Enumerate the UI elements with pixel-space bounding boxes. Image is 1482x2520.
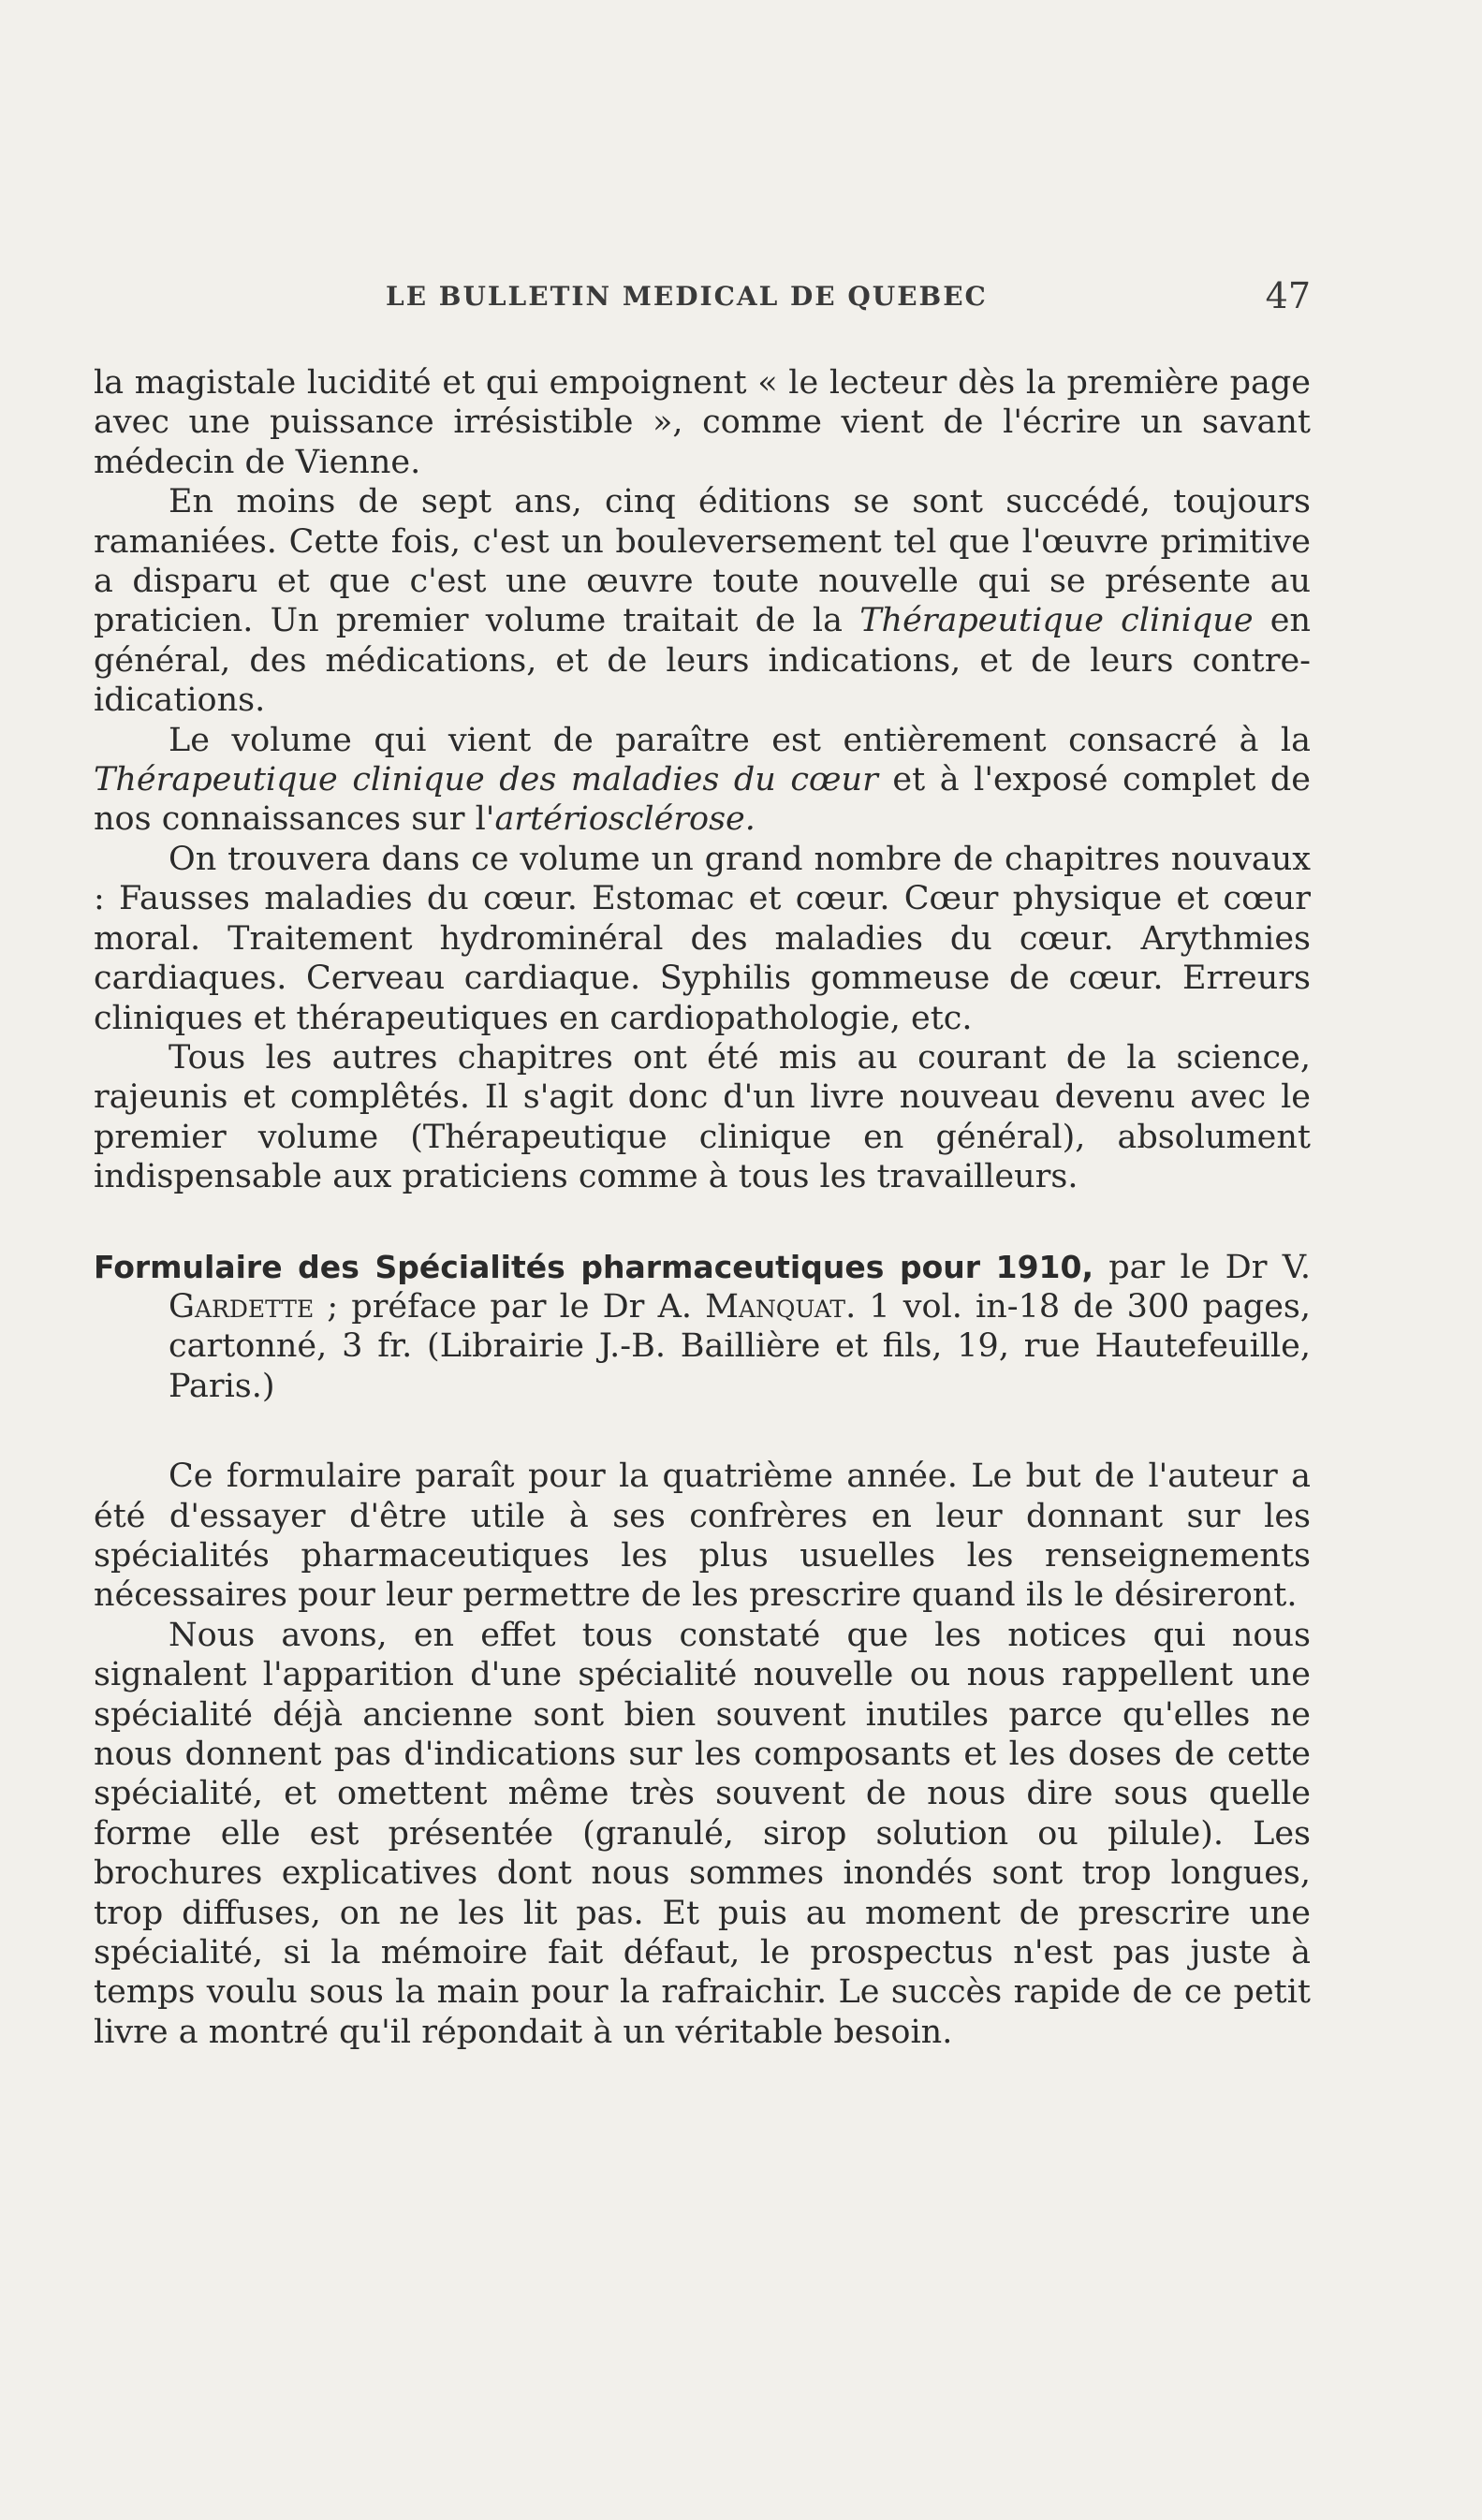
paragraph-text: et à l'exposé complet de nos connaissances sur l' — [94, 761, 1312, 839]
running-head: LE BULLETIN MEDICAL DE QUEBEC — [386, 281, 988, 312]
paragraph-continuation: la magistale lucidité et qui empoignent « le lecteur dès la première page avec une puissance irrésistible », comme vient de l'écrire un savant médecin de Vienne. — [94, 364, 1311, 481]
paragraph-formulaire: Ce formulaire paraît pour la quatrième année. Le but de l'auteur a été d'essayer d'être utile à ses confrères en leur donnant sur les spécialités pharmaceutiques les plus usuelles les renseignements nécessaires pour leur permettre de les prescrire quand ils le désireront. — [94, 1458, 1311, 1615]
paragraph-other-chapters: Tous les autres chapitres ont été mis au courant de la science, rajeunis et complêtés. Il s'agit donc d'un livre nouveau devenu avec le premier volume (Thérapeutique clinique en général), absolument indispensable aux praticiens comme à tous les travailleurs. — [94, 1038, 1311, 1196]
entry-title: Formulaire des Spécialités pharmaceutiques pour 1910, — [94, 1248, 1094, 1285]
italic-term: Thérapeutique clinique des maladies du cœur — [94, 761, 878, 799]
entry-text: ; préface par le Dr A. — [314, 1287, 706, 1326]
bibliographic-entry — [94, 1248, 1311, 1407]
entry-author: Gardette — [169, 1287, 315, 1326]
page-number: 47 — [1265, 275, 1311, 316]
paragraph-volume — [94, 721, 1311, 840]
paragraph-editions — [94, 482, 1311, 720]
paragraph-chapters: On trouvera dans ce volume un grand nombre de chapitres nouvaux : Fausses maladies du cœur. Estomac et cœur. Cœur physique et cœur moral. Traitement hydrominéral des maladies du cœur. Arythmies cardiaques. Cerveau cardiaque. Syphilis gommeuse de cœur. Erreurs cliniques et thérapeutiques en cardiopathologie, etc. — [94, 840, 1311, 1037]
body-text — [94, 363, 1311, 2052]
paragraph-notices: Nous avons, en effet tous constaté que les notices qui nous signalent l'apparition d'une spécialité nouvelle ou nous rappellent une spécialité déjà ancienne sont bien souvent inutiles parce qu'elles ne nous donnent pas d'indications sur les composants et les doses de cette spécialité, et omettent même très souvent de nous dire sous quelle forme elle est présentée (granulé, sirop solution ou pilule). Les brochures explicatives dont nous sommes inondés sont trop longues, trop diffuses, on ne les lit pas. Et puis au moment de prescrire une spécialité, si la mémoire fait défaut, le prospectus n'est pas juste à temps voulu sous la main pour la rafraichir. Le succès rapide de ce petit livre a montré qu'il répondait à un véritable besoin. — [94, 1616, 1311, 2051]
paragraph-text: en général, des médications, et de leurs indications, et de leurs contre-idications. — [94, 602, 1311, 720]
entry-details: . 1 vol. in-18 de 300 pages, cartonné, 3 fr. (Librairie J.-B. Baillière et fils, 19, rue Hautefeuille, Paris.) — [169, 1287, 1311, 1405]
italic-term: Thérapeutique clinique — [859, 602, 1254, 640]
entry-text: par le Dr V. — [1093, 1248, 1311, 1286]
entry-preface-author: Manquat — [705, 1287, 846, 1326]
page-header — [94, 275, 1311, 328]
italic-term: artériosclérose. — [494, 800, 756, 839]
paragraph-text: Le volume qui vient de paraître est entièrement consacré à la — [169, 721, 1311, 759]
paragraph-text: En moins de sept ans, cinq éditions se sont succédé, toujours ramaniées. Cette fois, c'est un bouleversement tel que l'œuvre primitive a disparu et que c'est une œuvre toute nouvelle qui se présente au praticien. Un premier volume traitait de la — [94, 483, 1311, 640]
